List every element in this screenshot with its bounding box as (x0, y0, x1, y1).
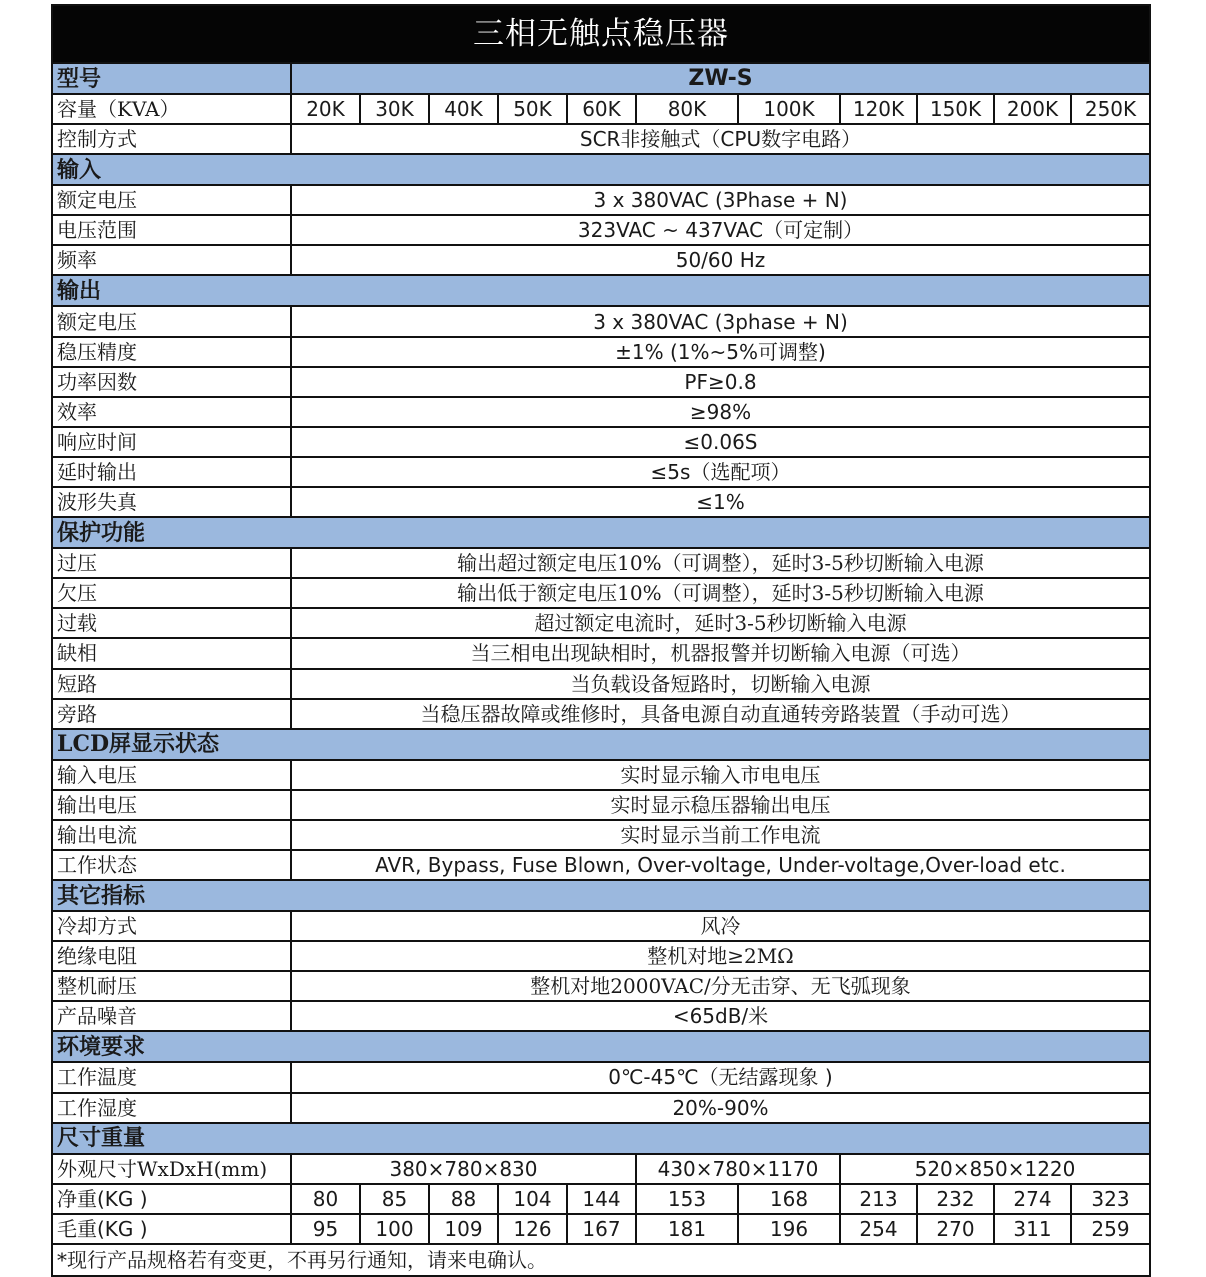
page-title: 三相无触点稳压器 (52, 5, 1150, 63)
spec-label: 波形失真 (52, 487, 291, 517)
spec-row (52, 578, 1150, 608)
capacity-cell: 40K (429, 94, 498, 124)
spec-value: 整机对地2000VAC/分无击穿、无飞弧现象 (291, 971, 1150, 1001)
gross-weight-cell: 109 (429, 1214, 498, 1244)
capacity-row (52, 94, 1150, 124)
spec-value: ≤5s（选配项） (291, 457, 1150, 487)
net-weight-cell: 85 (360, 1184, 429, 1214)
section-header (52, 729, 1150, 760)
net-weight-cell: 153 (636, 1184, 738, 1214)
spec-row (52, 941, 1150, 971)
spec-row (52, 548, 1150, 578)
spec-value: 实时显示稳压器输出电压 (291, 790, 1150, 820)
spec-row (52, 971, 1150, 1001)
net-weight-cell: 88 (429, 1184, 498, 1214)
spec-row (52, 487, 1150, 517)
capacity-cell: 60K (567, 94, 636, 124)
footnote-row (52, 1244, 1150, 1276)
spec-label: 延时输出 (52, 457, 291, 487)
section-title: 输出 (52, 275, 1150, 306)
capacity-cell: 150K (917, 94, 994, 124)
spec-value: 50/60 Hz (291, 245, 1150, 275)
spec-row (52, 820, 1150, 850)
spec-row (52, 638, 1150, 668)
section-title: 尺寸重量 (52, 1123, 1150, 1154)
spec-row (52, 911, 1150, 941)
net-weight-cell: 144 (567, 1184, 636, 1214)
gross-weight-cell: 100 (360, 1214, 429, 1244)
spec-value: 323VAC ~ 437VAC（可定制） (291, 215, 1150, 245)
model-value: ZW-S (291, 63, 1150, 94)
section-title: 保护功能 (52, 517, 1150, 548)
gross-weight-cell: 270 (917, 1214, 994, 1244)
dims-cell: 520×850×1220 (840, 1154, 1150, 1184)
spec-label: 绝缘电阻 (52, 941, 291, 971)
spec-row (52, 367, 1150, 397)
spec-value: 3 x 380VAC (3phase + N) (291, 306, 1150, 336)
spec-value: 20%-90% (291, 1093, 1150, 1123)
spec-row (52, 1093, 1150, 1123)
net-weight-cell: 232 (917, 1184, 994, 1214)
spec-label: 工作湿度 (52, 1093, 291, 1123)
net-weight-cell: 213 (840, 1184, 917, 1214)
net-weight-cell: 168 (738, 1184, 840, 1214)
spec-label: 输出电压 (52, 790, 291, 820)
gross-weight-cell: 126 (498, 1214, 567, 1244)
section-title: 其它指标 (52, 880, 1150, 911)
spec-value: ≥98% (291, 397, 1150, 427)
spec-label: 输出电流 (52, 820, 291, 850)
spec-row (52, 669, 1150, 699)
spec-label: 旁路 (52, 699, 291, 729)
spec-value: ≤0.06S (291, 427, 1150, 457)
spec-row (52, 760, 1150, 790)
spec-label: 产品噪音 (52, 1001, 291, 1031)
spec-label: 电压范围 (52, 215, 291, 245)
spec-label: 缺相 (52, 638, 291, 668)
spec-label: 工作温度 (52, 1062, 291, 1092)
spec-row (52, 427, 1150, 457)
model-row (52, 63, 1150, 94)
section-header (52, 880, 1150, 911)
spec-value: 整机对地≥2MΩ (291, 941, 1150, 971)
gross-weight-cell: 181 (636, 1214, 738, 1244)
net-weight-cell: 323 (1071, 1184, 1150, 1214)
spec-label: 工作状态 (52, 850, 291, 880)
spec-value: 实时显示输入市电电压 (291, 760, 1150, 790)
spec-label: 冷却方式 (52, 911, 291, 941)
spec-row (52, 124, 1150, 154)
gross-weight-cell: 259 (1071, 1214, 1150, 1244)
spec-value: 风冷 (291, 911, 1150, 941)
spec-value: 当负载设备短路时，切断输入电源 (291, 669, 1150, 699)
dims-cell: 380×780×830 (291, 1154, 636, 1184)
spec-label: 短路 (52, 669, 291, 699)
section-header (52, 1031, 1150, 1062)
spec-value: AVR, Bypass, Fuse Blown, Over-voltage, Under-voltage,Over-load etc. (291, 850, 1150, 880)
section-header (52, 517, 1150, 548)
spec-value: ±1% (1%~5%可调整) (291, 337, 1150, 367)
gross-weight-cell: 167 (567, 1214, 636, 1244)
capacity-cell: 200K (994, 94, 1071, 124)
spec-row (52, 608, 1150, 638)
spec-value: 当三相电出现缺相时，机器报警并切断输入电源（可选） (291, 638, 1150, 668)
gross-weight-cell: 95 (291, 1214, 360, 1244)
gross-weight-cell: 254 (840, 1214, 917, 1244)
spec-value: 输出低于额定电压10%（可调整），延时3-5秒切断输入电源 (291, 578, 1150, 608)
capacity-cell: 80K (636, 94, 738, 124)
spec-label: 额定电压 (52, 185, 291, 215)
spec-value: 输出超过额定电压10%（可调整），延时3-5秒切断输入电源 (291, 548, 1150, 578)
section-header (52, 1123, 1150, 1154)
spec-row (52, 790, 1150, 820)
gross-weight-cell: 311 (994, 1214, 1071, 1244)
section-header (52, 275, 1150, 306)
capacity-label: 容量（KVA） (52, 94, 291, 124)
spec-value: 当稳压器故障或维修时，具备电源自动直通转旁路装置（手动可选） (291, 699, 1150, 729)
spec-value: SCR非接触式（CPU数字电路） (291, 124, 1150, 154)
spec-table (51, 4, 1151, 1277)
footnote: *现行产品规格若有变更，不再另行通知，请来电确认。 (52, 1244, 1150, 1276)
spec-label: 欠压 (52, 578, 291, 608)
spec-row (52, 457, 1150, 487)
net-weight-cell: 80 (291, 1184, 360, 1214)
spec-row (52, 850, 1150, 880)
spec-label: 控制方式 (52, 124, 291, 154)
net-weight-label: 净重(KG ) (52, 1184, 291, 1214)
spec-label: 稳压精度 (52, 337, 291, 367)
spec-value: PF≥0.8 (291, 367, 1150, 397)
net-weight-row (52, 1184, 1150, 1214)
dims-row (52, 1154, 1150, 1184)
spec-label: 效率 (52, 397, 291, 427)
capacity-cell: 50K (498, 94, 567, 124)
capacity-cell: 250K (1071, 94, 1150, 124)
spec-value: <65dB/米 (291, 1001, 1150, 1031)
spec-value: 超过额定电流时，延时3-5秒切断输入电源 (291, 608, 1150, 638)
spec-label: 功率因数 (52, 367, 291, 397)
spec-value: 实时显示当前工作电流 (291, 820, 1150, 850)
spec-label: 额定电压 (52, 306, 291, 336)
spec-row (52, 699, 1150, 729)
spec-label: 整机耐压 (52, 971, 291, 1001)
spec-label: 频率 (52, 245, 291, 275)
model-label: 型号 (52, 63, 291, 94)
section-title: 环境要求 (52, 1031, 1150, 1062)
spec-row (52, 1062, 1150, 1092)
gross-weight-label: 毛重(KG ) (52, 1214, 291, 1244)
net-weight-cell: 104 (498, 1184, 567, 1214)
net-weight-cell: 274 (994, 1184, 1071, 1214)
dims-cell: 430×780×1170 (636, 1154, 840, 1184)
gross-weight-row (52, 1214, 1150, 1244)
dims-label: 外观尺寸WxDxH(mm) (52, 1154, 291, 1184)
section-title: 输入 (52, 154, 1150, 185)
capacity-cell: 120K (840, 94, 917, 124)
capacity-cell: 30K (360, 94, 429, 124)
section-header (52, 154, 1150, 185)
spec-label: 输入电压 (52, 760, 291, 790)
spec-row (52, 215, 1150, 245)
capacity-cell: 20K (291, 94, 360, 124)
spec-value: ≤1% (291, 487, 1150, 517)
spec-value: 3 x 380VAC (3Phase + N) (291, 185, 1150, 215)
spec-value: 0℃-45℃（无结露现象 ) (291, 1062, 1150, 1092)
spec-row (52, 306, 1150, 336)
spec-label: 响应时间 (52, 427, 291, 457)
section-title: LCD屏显示状态 (52, 729, 1150, 760)
spec-row (52, 1001, 1150, 1031)
spec-label: 过压 (52, 548, 291, 578)
spec-row (52, 185, 1150, 215)
gross-weight-cell: 196 (738, 1214, 840, 1244)
capacity-cell: 100K (738, 94, 840, 124)
spec-row (52, 337, 1150, 367)
spec-row (52, 397, 1150, 427)
spec-row (52, 245, 1150, 275)
spec-label: 过载 (52, 608, 291, 638)
title-row (52, 5, 1150, 63)
